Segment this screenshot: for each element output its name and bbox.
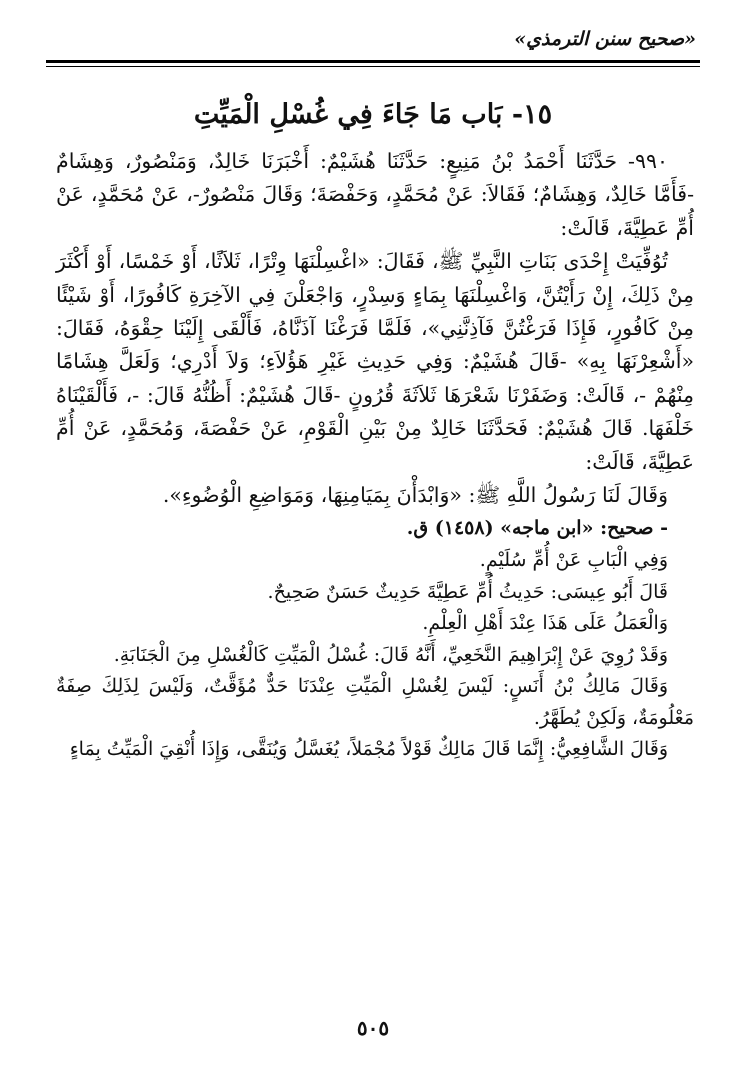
commentary-line: وَقَدْ رُوِيَ عَنْ إِبْرَاهِيمَ النَّخَعِيِّ، أَنَّهُ قَالَ: غُسْلُ الْمَيِّتِ كَالْغُسْلِ مِنَ الْجَنَابَةِ. [113, 643, 668, 666]
commentary-line: وَالْعَمَلُ عَلَى هَذَا عِنْدَ أَهْلِ الْعِلْمِ. [422, 612, 668, 635]
commentary-line: وَقَالَ مَالِكُ بْنُ أَنَسٍ: لَيْسَ لِغُسْلِ الْمَيِّتِ عِنْدَنَا حَدٌّ مُؤَقَّتٌ، وَلَيْسَ لِذَلِكَ صِفَةٌ مَعْلُومَةٌ، وَلَكِنْ يُطَهَّرُ. [56, 675, 694, 729]
header-rule-thin [46, 66, 700, 67]
header-rule-thick [46, 60, 700, 63]
commentary-line: وَفِي الْبَابِ عَنْ أُمِّ سُلَيْمٍ. [479, 549, 668, 572]
hadith-isnad-paragraph: ٩٩٠- حَدَّثَنَا أَحْمَدُ بْنُ مَنِيعٍ: حَدَّثَنَا هُشَيْمٌ: أَخْبَرَنَا خَالِدٌ، وَمَنْصُورٌ، وَهِشَامٌ -فَأَمَّا خَالِدٌ، وَهِشَامٌ؛ فَقَالاَ: عَنْ مُحَمَّدٍ، وَحَفْصَةَ؛ وَقَالَ مَنْصُورٌ-، عَنْ مُحَمَّدٍ، عَنْ أُمِّ عَطِيَّةَ، قَالَتْ: [56, 149, 694, 240]
page-content [56, 145, 694, 766]
page-number: ٥٠٥ [356, 1016, 390, 1040]
commentary-line: وَقَالَ الشَّافِعِيُّ: إِنَّمَا قَالَ مَالِكٌ قَوْلاً مُجْمَلاً، يُغَسَّلُ وَيُنَقَّى، وَإِذَا أُنْقِيَ الْمَيِّتُ بِمَاءٍ [69, 738, 668, 761]
running-title: «صحيح سنن الترمذي» [514, 28, 696, 50]
commentary-line: قَالَ أَبُو عِيسَى: حَدِيثُ أُمِّ عَطِيَّةَ حَدِيثٌ حَسَنٌ صَحِيحٌ. [267, 580, 668, 603]
page-header [46, 22, 700, 62]
chapter-title: ١٥- بَاب مَا جَاءَ فِي غُسْلِ الْمَيِّتِ [193, 99, 553, 130]
hadith-grading: - صحيح: «ابن ماجه» (١٤٥٨) ق. [406, 517, 668, 540]
hadith-matn-paragraph: تُوُفِّيَتْ إِحْدَى بَنَاتِ النَّبِيِّ ﷺ، فَقَالَ: «اغْسِلْنَهَا وِتْرًا، ثَلاَثًا، أَوْ خَمْسًا، أَوْ أَكْثَرَ مِنْ ذَلِكَ، إِنْ رَأَيْتُنَّ، وَاغْسِلْنَهَا بِمَاءٍ وَسِدْرٍ، وَاجْعَلْنَ فِي الآخِرَةِ كَافُورًا، أَوْ شَيْئًا مِنْ كَافُورٍ، فَإِذَا فَرَغْتُنَّ فَآذِنَّنِي»، فَلَمَّا فَرَغْنَا آذَنَّاهُ، فَأَلْقَى إِلَيْنَا حِقْوَهُ، فَقَالَ: «أَشْعِرْنَهَا بِهِ» -قَالَ هُشَيْمٌ: وَفِي حَدِيثِ غَيْرِ هَؤُلاَءِ؛ وَلاَ أَدْرِي؛ وَلَعَلَّ هِشَامًا مِنْهُمْ -، قَالَتْ: وَضَفَرْنَا شَعْرَهَا ثَلاَثَةَ قُرُونٍ -قَالَ هُشَيْمٌ: أَظُنُّهُ قَالَ: -، فَأَلْقَيْنَاهُ خَلْفَهَا. قَالَ هُشَيْمٌ: فَحَدَّثَنَا خَالِدٌ مِنْ بَيْنِ الْقَوْمِ، عَنْ حَفْصَةَ، وَمُحَمَّدٍ، عَنْ أُمِّ عَطِيَّةَ، قَالَتْ: [56, 249, 694, 474]
hadith-closing-paragraph: وَقَالَ لَنَا رَسُولُ اللَّهِ ﷺ: «وَابْدَأْنَ بِمَيَامِنِهَا، وَمَوَاضِعِ الْوُضُوءِ». [162, 483, 668, 508]
